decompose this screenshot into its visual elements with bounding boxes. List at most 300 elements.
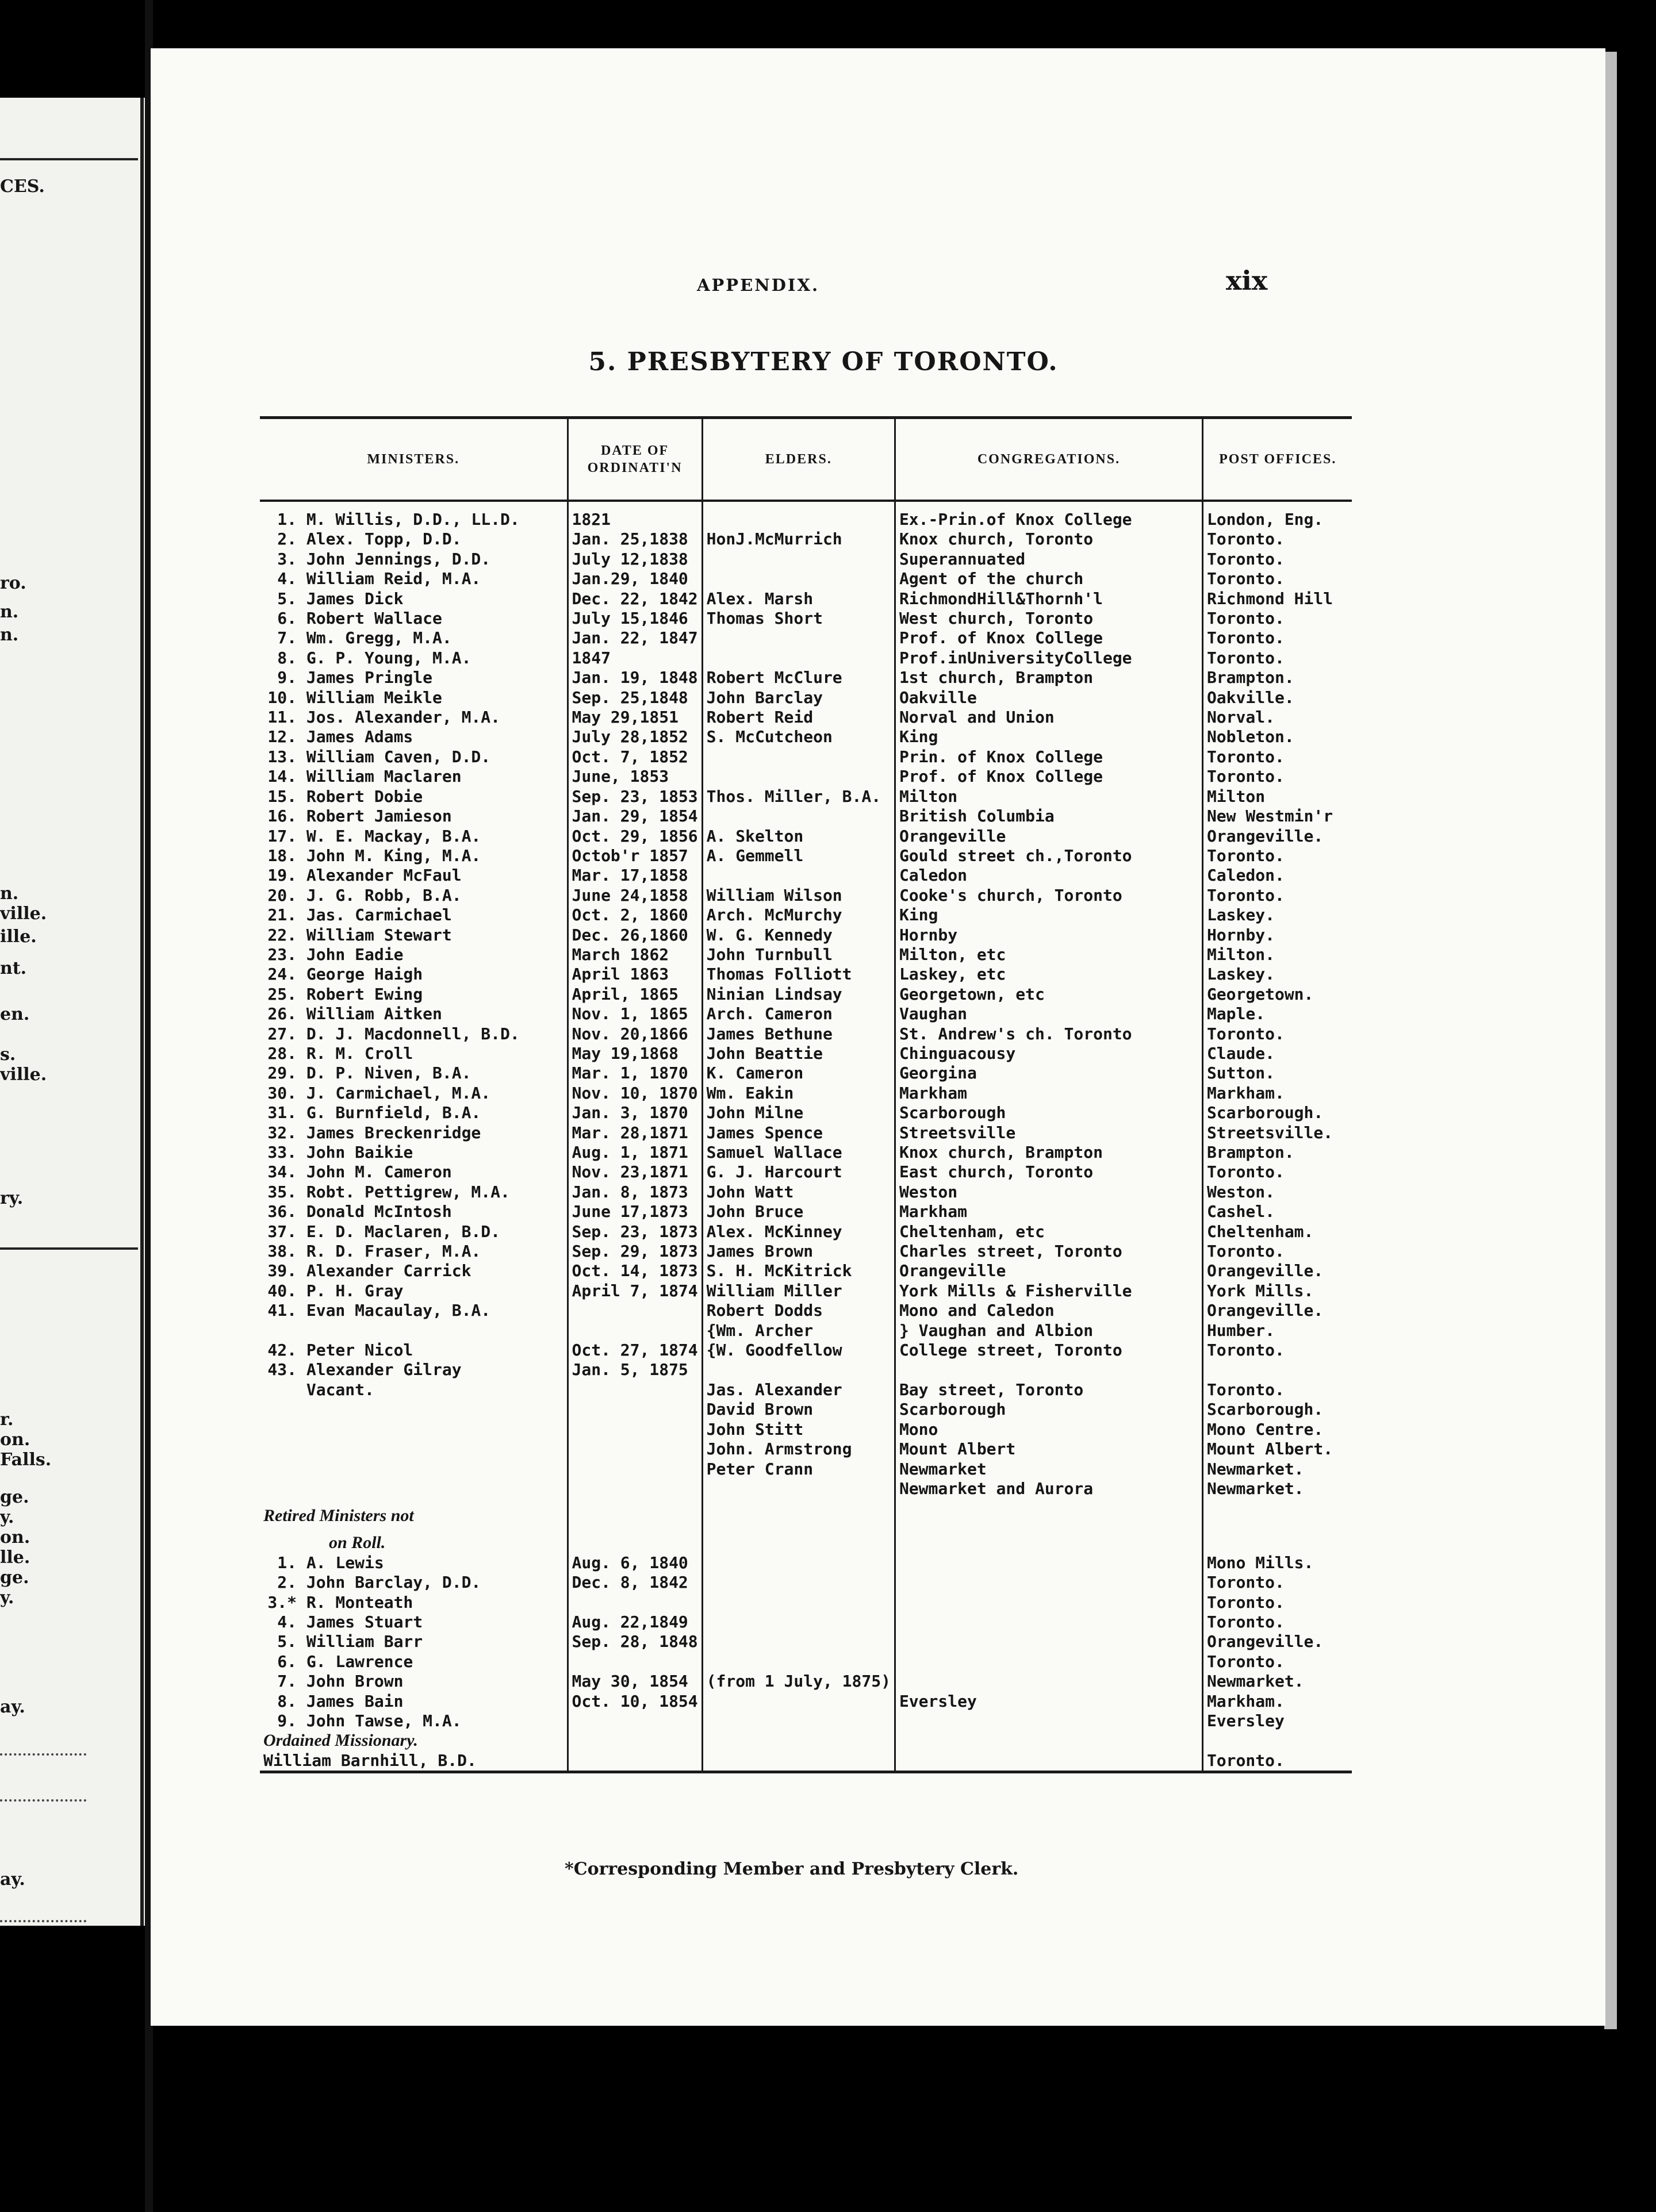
minister-cell — [260, 727, 568, 747]
table-row — [260, 1460, 1352, 1479]
table-row — [260, 1711, 1352, 1731]
entry-number: 43. — [267, 1360, 297, 1380]
minister-name: John Jennings, D.D. — [306, 549, 491, 569]
elder-cell: William Wilson — [702, 886, 895, 905]
ordination-date-cell: Oct. 29, 1856 — [568, 827, 702, 846]
left-page-text: ay. — [0, 1869, 25, 1890]
minister-name: William Maclaren — [306, 767, 462, 786]
post-office-cell: Sutton. — [1202, 1063, 1352, 1083]
table-row — [260, 628, 1352, 648]
minister-cell — [260, 1479, 568, 1499]
minister-cell — [260, 985, 568, 1004]
minister-cell — [260, 1632, 568, 1652]
elder-cell: Thomas Folliott — [702, 965, 895, 984]
elder-cell — [702, 866, 895, 885]
minister-cell — [260, 1103, 568, 1123]
minister-name: James Stuart — [306, 1612, 423, 1631]
congregation-cell: British Columbia — [895, 807, 1202, 826]
ordination-date-cell — [568, 1420, 702, 1439]
empty-cell — [895, 1533, 1202, 1553]
minister-cell — [260, 1460, 568, 1479]
minister-name: James Adams — [306, 727, 413, 747]
empty-cell — [568, 1731, 702, 1750]
elder-cell — [702, 767, 895, 786]
table-row — [260, 1553, 1352, 1573]
entry-number: 17. — [267, 826, 297, 846]
left-page-text: nt. — [0, 958, 27, 978]
entry-number: 8. — [277, 648, 297, 667]
footnote: *Corresponding Member and Presbytery Clerk. — [565, 1859, 1019, 1879]
post-office-cell: Maple. — [1202, 1004, 1352, 1024]
elder-cell — [702, 747, 895, 767]
ordination-date-cell: Nov. 1, 1865 — [568, 1004, 702, 1024]
minister-cell — [260, 1182, 568, 1202]
left-page-vertical-rule — [140, 98, 144, 1926]
post-office-cell: Toronto. — [1202, 1751, 1352, 1772]
ordination-date-cell: Nov. 20,1866 — [568, 1024, 702, 1044]
entry-number: 32. — [267, 1123, 297, 1142]
elder-cell — [702, 569, 895, 589]
table-row — [260, 1632, 1352, 1652]
table-row — [260, 1321, 1352, 1341]
page-header — [151, 265, 1605, 316]
elder-cell — [702, 1479, 895, 1499]
left-page-text: en. — [0, 1004, 30, 1024]
ordination-date-cell: Jan. 29, 1854 — [568, 807, 702, 826]
post-office-cell: Toronto. — [1202, 767, 1352, 786]
table-row — [260, 1084, 1352, 1103]
entry-number: 27. — [267, 1024, 297, 1043]
minister-name: Peter Nicol — [306, 1341, 413, 1360]
elder-cell: Jas. Alexander — [702, 1380, 895, 1400]
elder-cell: David Brown — [702, 1400, 895, 1419]
ordination-date-cell: March 1862 — [568, 945, 702, 965]
table-row — [260, 905, 1352, 925]
table-row — [260, 609, 1352, 628]
ordination-date-cell: June 24,1858 — [568, 886, 702, 905]
table-row — [260, 1672, 1352, 1691]
minister-name: W. E. Mackay, B.A. — [306, 826, 481, 846]
minister-name: John Tawse, M.A. — [306, 1711, 462, 1730]
post-office-cell: Toronto. — [1202, 1652, 1352, 1672]
post-office-cell: Toronto. — [1202, 1162, 1352, 1182]
minister-cell — [260, 827, 568, 846]
ordination-date-cell: Sep. 23, 1873 — [568, 1222, 702, 1242]
ordination-date-cell — [568, 1380, 702, 1400]
elder-cell: (from 1 July, 1875) — [702, 1672, 895, 1691]
left-page-rule — [0, 1247, 138, 1250]
minister-cell — [260, 1439, 568, 1459]
elder-cell: Robert McClure — [702, 668, 895, 688]
minister-name: A. Lewis — [306, 1553, 384, 1572]
post-office-cell: Toronto. — [1202, 529, 1352, 549]
post-office-cell: Oakville. — [1202, 688, 1352, 708]
right-page — [151, 48, 1605, 2026]
ordination-date-cell: April 7, 1874 — [568, 1281, 702, 1301]
column-header-congregations: CONGREGATIONS. — [895, 418, 1202, 501]
congregation-cell: Markham — [895, 1202, 1202, 1222]
left-page-text: ge. — [0, 1568, 29, 1588]
minister-name: William Stewart — [306, 925, 452, 944]
table-row — [260, 1380, 1352, 1400]
minister-name: John Brown — [306, 1672, 404, 1691]
minister-cell — [260, 1612, 568, 1632]
roster-body — [260, 501, 1352, 1772]
entry-number: 1. — [277, 510, 297, 529]
elder-cell: W. G. Kennedy — [702, 925, 895, 945]
ordination-date-cell: July 15,1846 — [568, 609, 702, 628]
ordination-date-cell: Mar. 1, 1870 — [568, 1063, 702, 1083]
minister-name: Wm. Gregg, M.A. — [306, 628, 452, 648]
table-row — [260, 1420, 1352, 1439]
elder-cell — [702, 1612, 895, 1632]
entry-number: 6. — [277, 609, 297, 628]
elder-cell: G. J. Harcourt — [702, 1162, 895, 1182]
table-row — [260, 1360, 1352, 1380]
minister-name: John M. Cameron — [306, 1162, 452, 1182]
elder-cell: James Bethune — [702, 1024, 895, 1044]
table-row — [260, 1281, 1352, 1301]
entry-number: 21. — [267, 905, 297, 925]
ordination-date-cell: Nov. 10, 1870 — [568, 1084, 702, 1103]
elder-cell: {W. Goodfellow — [702, 1341, 895, 1360]
minister-cell — [260, 747, 568, 767]
table-row — [260, 1593, 1352, 1612]
ordination-date-cell: Jan. 3, 1870 — [568, 1103, 702, 1123]
left-page-rule — [0, 158, 138, 160]
minister-cell — [260, 1751, 568, 1772]
entry-number: 3.* — [267, 1592, 297, 1612]
entry-number: 6. — [277, 1652, 297, 1671]
congregation-cell: Superannuated — [895, 550, 1202, 569]
left-page-fragment — [0, 98, 145, 1926]
congregation-cell: Hornby — [895, 925, 1202, 945]
congregation-cell: Agent of the church — [895, 569, 1202, 589]
minister-cell — [260, 807, 568, 826]
table-row — [260, 866, 1352, 885]
minister-cell — [260, 589, 568, 609]
post-office-cell: Eversley — [1202, 1711, 1352, 1731]
congregation-cell: Orangeville — [895, 1261, 1202, 1281]
elder-cell — [702, 1573, 895, 1592]
table-row — [260, 1573, 1352, 1592]
ordination-date-cell: Jan. 19, 1848 — [568, 668, 702, 688]
elder-cell: James Spence — [702, 1123, 895, 1143]
entry-number: 28. — [267, 1043, 297, 1063]
left-page-dotted-rule — [0, 1753, 86, 1756]
table-row — [260, 1261, 1352, 1281]
congregation-cell — [895, 1652, 1202, 1672]
post-office-cell: Mono Centre. — [1202, 1420, 1352, 1439]
congregation-cell: Prin. of Knox College — [895, 747, 1202, 767]
empty-cell — [895, 1499, 1202, 1533]
entry-number: 11. — [267, 708, 297, 727]
post-office-cell: Laskey. — [1202, 905, 1352, 925]
minister-name: R. D. Fraser, M.A. — [306, 1242, 481, 1261]
entry-number: 4. — [277, 569, 297, 589]
left-page-text: ville. — [0, 1065, 47, 1085]
congregation-cell — [895, 1672, 1202, 1691]
elder-cell — [702, 1711, 895, 1731]
table-row — [260, 569, 1352, 589]
post-office-cell: Streetsville. — [1202, 1123, 1352, 1143]
entry-number: 37. — [267, 1222, 297, 1241]
minister-cell — [260, 1242, 568, 1261]
ordination-date-cell: Aug. 22,1849 — [568, 1612, 702, 1632]
minister-cell — [260, 886, 568, 905]
left-page-text: y. — [0, 1588, 14, 1608]
minister-cell — [260, 1692, 568, 1711]
empty-cell — [702, 1533, 895, 1553]
retired-heading: Retired Ministers not — [263, 1506, 414, 1526]
minister-cell — [260, 1202, 568, 1222]
entry-number: 34. — [267, 1162, 297, 1182]
table-row — [260, 1439, 1352, 1459]
elder-cell: S. McCutcheon — [702, 727, 895, 747]
ordination-date-cell: May 29,1851 — [568, 708, 702, 727]
table-row — [260, 1182, 1352, 1202]
minister-cell — [260, 708, 568, 727]
elder-cell — [702, 1692, 895, 1711]
table-row — [260, 501, 1352, 529]
minister-cell — [260, 905, 568, 925]
post-office-cell: Toronto. — [1202, 1380, 1352, 1400]
elder-cell: William Miller — [702, 1281, 895, 1301]
congregation-cell: York Mills & Fisherville — [895, 1281, 1202, 1301]
entry-number: 1. — [277, 1553, 297, 1572]
post-office-cell: Georgetown. — [1202, 985, 1352, 1004]
minister-name: E. D. Maclaren, B.D. — [306, 1222, 501, 1241]
elder-cell — [702, 648, 895, 668]
left-page-dotted-rule — [0, 1799, 86, 1802]
congregation-cell: Caledon — [895, 866, 1202, 885]
post-office-cell: Humber. — [1202, 1321, 1352, 1341]
entry-number: 14. — [267, 767, 297, 786]
empty-cell — [568, 1533, 702, 1553]
minister-cell — [260, 569, 568, 589]
post-office-cell: London, Eng. — [1202, 501, 1352, 529]
post-office-cell: Orangeville. — [1202, 827, 1352, 846]
post-office-cell: Caledon. — [1202, 866, 1352, 885]
minister-name: G. P. Young, M.A. — [306, 648, 471, 667]
minister-cell — [260, 1341, 568, 1360]
left-page-text: n. — [0, 602, 19, 622]
post-office-cell: Nobleton. — [1202, 727, 1352, 747]
congregation-cell: Markham — [895, 1084, 1202, 1103]
minister-cell — [260, 1672, 568, 1691]
post-office-cell: Toronto. — [1202, 1573, 1352, 1592]
table-row — [260, 1301, 1352, 1320]
ordination-date-cell — [568, 1652, 702, 1672]
post-office-cell: Orangeville. — [1202, 1301, 1352, 1320]
post-office-cell: Toronto. — [1202, 1593, 1352, 1612]
minister-name: Alexander McFaul — [306, 866, 462, 885]
elder-cell: James Brown — [702, 1242, 895, 1261]
minister-name: Robert Wallace — [306, 609, 442, 628]
table-row — [260, 1222, 1352, 1242]
ordination-date-cell — [568, 1479, 702, 1499]
table-row — [260, 1533, 1352, 1553]
ordination-date-cell: Sep. 23, 1853 — [568, 787, 702, 807]
elder-cell — [702, 1553, 895, 1573]
post-office-cell: Hornby. — [1202, 925, 1352, 945]
elder-cell: Peter Crann — [702, 1460, 895, 1479]
ordination-date-cell: 1847 — [568, 648, 702, 668]
ordination-date-cell: 1821 — [568, 501, 702, 529]
column-header-ministers: MINISTERS. — [260, 418, 568, 501]
ordination-date-cell: Jan. 25,1838 — [568, 529, 702, 549]
table-row — [260, 827, 1352, 846]
running-title: APPENDIX. — [697, 275, 820, 295]
minister-cell — [260, 1044, 568, 1063]
empty-cell — [568, 1499, 702, 1533]
table-row — [260, 1731, 1352, 1750]
ordination-date-cell: Dec. 26,1860 — [568, 925, 702, 945]
congregation-cell: Norval and Union — [895, 708, 1202, 727]
empty-cell — [895, 1731, 1202, 1750]
left-page-text: ay. — [0, 1697, 25, 1717]
table-row — [260, 1044, 1352, 1063]
entry-number: 2. — [277, 1573, 297, 1592]
minister-name: William Aitken — [306, 1004, 442, 1024]
congregation-cell: Newmarket and Aurora — [895, 1479, 1202, 1499]
ordination-date-cell: Oct. 10, 1854 — [568, 1692, 702, 1711]
elder-cell — [702, 501, 895, 529]
congregation-cell: Orangeville — [895, 827, 1202, 846]
post-office-cell: Orangeville. — [1202, 1632, 1352, 1652]
post-office-cell: Toronto. — [1202, 550, 1352, 569]
left-page-text: n. — [0, 625, 19, 645]
table-row — [260, 727, 1352, 747]
congregation-cell: Prof. of Knox College — [895, 628, 1202, 648]
congregation-cell: Cheltenham, etc — [895, 1222, 1202, 1242]
elder-cell — [702, 1593, 895, 1612]
congregation-cell — [895, 1593, 1202, 1612]
minister-cell — [260, 767, 568, 786]
table-row — [260, 945, 1352, 965]
ordination-date-cell: Dec. 22, 1842 — [568, 589, 702, 609]
ordination-date-cell: Jan. 8, 1873 — [568, 1182, 702, 1202]
left-page-text: Falls. — [0, 1450, 52, 1470]
table-row — [260, 1162, 1352, 1182]
post-office-cell: Brampton. — [1202, 668, 1352, 688]
column-header-post-offices: POST OFFICES. — [1202, 418, 1352, 501]
table-row — [260, 1202, 1352, 1222]
ordination-date-cell: Dec. 8, 1842 — [568, 1573, 702, 1592]
minister-cell — [260, 965, 568, 984]
entry-number: 25. — [267, 984, 297, 1004]
elder-cell: S. H. McKitrick — [702, 1261, 895, 1281]
minister-name: James Bain — [306, 1691, 404, 1711]
minister-cell — [260, 668, 568, 688]
page-number: xix — [1226, 265, 1268, 296]
ordination-date-cell — [568, 1711, 702, 1731]
post-office-cell: Norval. — [1202, 708, 1352, 727]
table-row — [260, 589, 1352, 609]
table-row — [260, 648, 1352, 668]
column-header-elders: ELDERS. — [702, 418, 895, 501]
post-office-cell: York Mills. — [1202, 1281, 1352, 1301]
congregation-cell: King — [895, 905, 1202, 925]
entry-number: 23. — [267, 944, 297, 964]
minister-name: William Reid, M.A. — [306, 569, 481, 589]
minister-cell — [260, 1084, 568, 1103]
minister-name: M. Willis, D.D., LL.D. — [306, 510, 520, 529]
elder-cell: John Milne — [702, 1103, 895, 1123]
minister-cell — [260, 1380, 568, 1400]
post-office-cell: Milton. — [1202, 945, 1352, 965]
congregation-cell: Prof.inUniversityCollege — [895, 648, 1202, 668]
retired-heading: on Roll. — [329, 1533, 386, 1553]
congregation-cell — [895, 1553, 1202, 1573]
post-office-cell: Richmond Hill — [1202, 589, 1352, 609]
entry-number: 39. — [267, 1261, 297, 1281]
minister-name: D. J. Macdonnell, B.D. — [306, 1024, 520, 1043]
minister-cell — [260, 648, 568, 668]
ordination-date-cell: Jan. 5, 1875 — [568, 1360, 702, 1380]
entry-number: 4. — [277, 1612, 297, 1631]
ordination-date-cell — [568, 1460, 702, 1479]
entry-number: 20. — [267, 885, 297, 905]
table-row — [260, 1103, 1352, 1123]
entry-number: 30. — [267, 1083, 297, 1103]
minister-name: G. Lawrence — [306, 1652, 413, 1671]
entry-number: 31. — [267, 1103, 297, 1123]
entry-number: 40. — [267, 1281, 297, 1300]
table-row — [260, 1024, 1352, 1044]
table-row — [260, 1341, 1352, 1360]
minister-cell — [260, 1004, 568, 1024]
congregation-cell: Gould street ch.,Toronto — [895, 846, 1202, 866]
elder-cell: Samuel Wallace — [702, 1143, 895, 1162]
table-row — [260, 1612, 1352, 1632]
congregation-cell: Knox church, Toronto — [895, 529, 1202, 549]
minister-name: Donald McIntosh — [306, 1202, 452, 1222]
minister-name: Robert Dobie — [306, 786, 423, 806]
ordination-date-cell — [568, 1751, 702, 1772]
table-row — [260, 787, 1352, 807]
minister-name: George Haigh — [306, 965, 423, 984]
congregation-cell: Vaughan — [895, 1004, 1202, 1024]
congregation-cell — [895, 1632, 1202, 1652]
ordination-date-cell: Aug. 6, 1840 — [568, 1553, 702, 1573]
empty-cell — [702, 1731, 895, 1750]
left-page-text: ro. — [0, 573, 26, 593]
minister-cell — [260, 1593, 568, 1612]
congregation-cell: Newmarket — [895, 1460, 1202, 1479]
post-office-cell: Toronto. — [1202, 628, 1352, 648]
minister-name: John Baikie — [306, 1143, 413, 1162]
congregation-cell: Laskey, etc — [895, 965, 1202, 984]
congregation-cell — [895, 1360, 1202, 1380]
ordination-date-cell: Oct. 14, 1873 — [568, 1261, 702, 1281]
entry-number: 19. — [267, 866, 297, 885]
table-row — [260, 1751, 1352, 1772]
congregation-cell: RichmondHill&Thornh'l — [895, 589, 1202, 609]
entry-number: 16. — [267, 807, 297, 826]
elder-cell: John Bruce — [702, 1202, 895, 1222]
ordination-date-cell: Oct. 27, 1874 — [568, 1341, 702, 1360]
minister-cell — [260, 501, 568, 529]
ordination-date-cell — [568, 1439, 702, 1459]
minister-name: Alexander Carrick — [306, 1261, 471, 1281]
entry-number: 18. — [267, 846, 297, 865]
minister-cell — [260, 866, 568, 885]
elder-cell: Wm. Eakin — [702, 1084, 895, 1103]
congregation-cell: Mount Albert — [895, 1439, 1202, 1459]
entry-number: 33. — [267, 1143, 297, 1162]
post-office-cell: Toronto. — [1202, 1242, 1352, 1261]
